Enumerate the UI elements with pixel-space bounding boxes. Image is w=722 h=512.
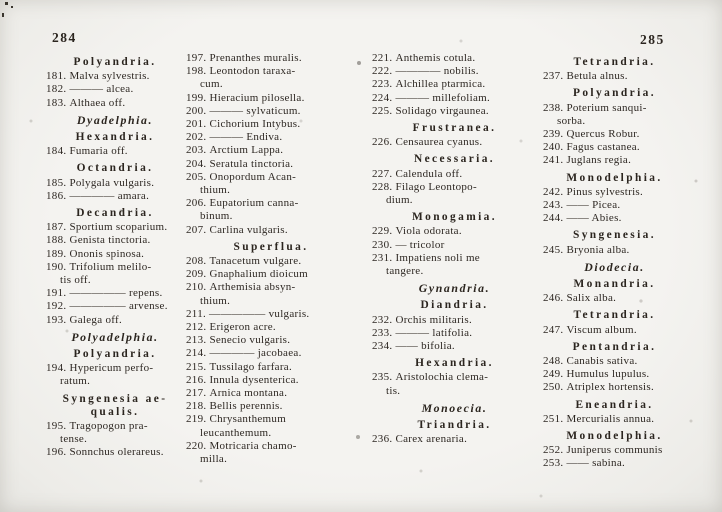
entry-number: 188. — [46, 234, 67, 247]
section-heading: Tetrandria. — [573, 309, 656, 322]
list-entry — [46, 314, 184, 327]
list-entry — [372, 52, 537, 65]
list-entry — [46, 234, 184, 247]
entry-number: 244. — [543, 212, 564, 225]
list-entry — [372, 252, 537, 278]
entry-number: 210. — [186, 281, 207, 294]
entry-text: Prenanthes muralis. — [209, 52, 302, 64]
list-entry — [46, 362, 184, 388]
entry-number: 197. — [186, 52, 207, 64]
entry-text: ————— arvense. — [69, 300, 168, 313]
entry-number: 251. — [543, 412, 564, 425]
entry-number: 194. — [46, 362, 67, 375]
entry-number: 183. — [46, 96, 67, 109]
entry-number: 199. — [186, 91, 207, 104]
entry-text: Carex arenaria. — [395, 433, 468, 446]
entry-text: Sonnchus olerareus. — [69, 446, 164, 459]
entry-text: Polygala vulgaris. — [69, 176, 155, 189]
page-number-right: 285 — [640, 32, 665, 47]
entry-number: 193. — [46, 313, 67, 326]
entry-number: 200. — [186, 104, 207, 117]
list-entry — [543, 292, 686, 305]
list-entry — [186, 224, 356, 237]
entry-number: 245. — [543, 243, 564, 256]
entry-text: Poterium sanqui- sorba. — [557, 101, 647, 127]
entry-number: 218. — [186, 400, 207, 413]
list-entry — [372, 314, 537, 327]
entry-text: Galega off. — [69, 313, 123, 326]
section-heading: Monodelphia. — [566, 171, 663, 184]
entry-text: Arthemisia absyn- thium. — [200, 281, 296, 307]
entry-number: 231. — [372, 251, 393, 264]
list-entry — [372, 65, 537, 78]
entry-text: Atriplex hortensis. — [566, 381, 655, 394]
entry-number: 191. — [46, 287, 67, 300]
entry-text: ————— vulgaris. — [209, 307, 310, 320]
list-entry — [372, 371, 537, 397]
entry-number: 234. — [372, 340, 393, 353]
list-entry — [543, 141, 686, 154]
entry-text: Anthemis cotula. — [395, 52, 476, 64]
entry-number: 246. — [543, 292, 564, 305]
section-heading: Polyandria. — [572, 87, 657, 100]
list-entry — [372, 136, 537, 149]
list-entry — [186, 440, 356, 466]
entry-number: 203. — [186, 144, 207, 157]
list-entry — [372, 239, 537, 252]
entry-number: 237. — [543, 70, 564, 83]
entry-text: Malva sylvestris. — [69, 70, 150, 83]
entry-text: Betula alnus. — [566, 70, 628, 83]
entry-text: ——— millefoliam. — [395, 91, 491, 104]
entry-number: 224. — [372, 91, 393, 104]
list-entry — [543, 444, 686, 457]
list-entry — [543, 102, 686, 128]
entry-text: Calendula off. — [395, 167, 463, 180]
entry-number: 250. — [543, 381, 564, 394]
entry-text: Eupatorium canna- binum. — [200, 197, 299, 223]
entry-text: Carlina vulgaris. — [209, 223, 288, 236]
entry-text: ———— jacobaea. — [209, 347, 302, 360]
entry-text: Salix alba. — [566, 292, 617, 305]
entry-number: 249. — [543, 368, 564, 381]
entry-text: ——— sylvaticum. — [209, 104, 301, 117]
entry-text: Aristolochia clema- tis. — [386, 371, 489, 397]
list-entry — [186, 158, 356, 171]
column-4 — [543, 52, 686, 471]
entry-number: 217. — [186, 387, 207, 400]
entry-number: 229. — [372, 225, 393, 238]
entry-text: Viscum album. — [566, 323, 637, 336]
list-entry — [186, 413, 356, 439]
entry-number: 223. — [372, 78, 393, 91]
entry-number: 252. — [543, 444, 564, 457]
entry-text: Motricaria chamo- milla. — [200, 439, 297, 466]
paper-speckles — [0, 0, 2, 2]
entry-text: Censaurea cyanus. — [395, 136, 483, 149]
entry-number: 226. — [372, 136, 393, 149]
entry-number: 216. — [186, 373, 207, 386]
list-entry — [186, 255, 356, 268]
list-entry — [46, 261, 184, 287]
list-entry — [543, 368, 686, 381]
entry-number: 233. — [372, 326, 393, 339]
section-heading: Necessaria. — [413, 153, 496, 166]
entry-number: 205. — [186, 170, 207, 183]
section-heading: Monogamia. — [411, 211, 498, 224]
list-entry — [543, 128, 686, 141]
section-heading: Syngenesia ae- qualis. — [62, 392, 168, 418]
entry-text: Fumaria off. — [69, 145, 128, 158]
list-entry — [46, 190, 184, 203]
section-heading: Triandria. — [417, 419, 492, 432]
entry-text: Viola odorata. — [395, 225, 462, 238]
list-entry — [543, 212, 686, 225]
entry-number: 187. — [46, 221, 67, 234]
list-entry — [186, 268, 356, 281]
list-entry — [46, 446, 184, 459]
list-entry — [186, 105, 356, 118]
entry-number: 189. — [46, 247, 67, 260]
section-heading: Dyadelphia. — [76, 112, 154, 127]
entry-text: Canabis sativa. — [566, 355, 638, 368]
list-entry — [186, 308, 356, 321]
entry-text: Quercus Robur. — [566, 128, 640, 141]
list-entry — [186, 374, 356, 387]
list-entry — [372, 340, 537, 353]
section-heading: Diodecia. — [584, 259, 645, 274]
entry-number: 206. — [186, 197, 207, 210]
list-entry — [186, 52, 356, 65]
section-heading: Superflua. — [233, 240, 309, 253]
entry-number: 196. — [46, 446, 67, 459]
list-entry — [186, 171, 356, 197]
entry-text: —— bifolia. — [395, 340, 455, 353]
entry-number: 198. — [186, 65, 207, 78]
entry-number: 208. — [186, 255, 207, 268]
entry-text: ——— Endiva. — [209, 131, 283, 144]
section-heading: Polyandria. — [73, 56, 157, 68]
entry-text: Alchillea ptarmica. — [395, 78, 486, 91]
list-entry — [186, 361, 356, 374]
entry-number: 204. — [186, 157, 207, 170]
list-entry — [372, 78, 537, 91]
entry-text: —— sabina. — [566, 457, 626, 470]
entry-text: —— Abies. — [566, 212, 622, 225]
list-entry — [543, 244, 686, 257]
entry-text: Ononis spinosa. — [69, 247, 145, 260]
list-entry — [372, 327, 537, 340]
list-entry — [543, 381, 686, 394]
entry-number: 211. — [186, 307, 207, 320]
entry-text: Pinus sylvestris. — [566, 185, 644, 198]
entry-number: 212. — [186, 321, 207, 334]
list-entry — [543, 154, 686, 167]
entry-number: 213. — [186, 334, 207, 347]
list-entry — [372, 92, 537, 105]
entry-text: Filago Leontopo- dium. — [386, 180, 477, 207]
entry-number: 182. — [46, 83, 67, 96]
entry-number: 222. — [372, 65, 393, 78]
entry-text: Seratula tinctoria. — [209, 157, 294, 170]
entry-text: Cichorium Intybus. — [209, 118, 301, 131]
page-number-left: 284 — [52, 30, 77, 45]
scan-artifact — [5, 2, 8, 5]
entry-text: Chrysanthemum leucanthemum. — [200, 413, 287, 439]
entry-text: Bellis perennis. — [209, 400, 283, 413]
list-entry — [46, 420, 184, 446]
entry-text: ——— latifolia. — [395, 326, 473, 339]
list-entry — [186, 334, 356, 347]
entry-number: 186. — [46, 189, 67, 202]
section-heading: Decandria. — [76, 207, 154, 220]
entry-number: 225. — [372, 104, 393, 117]
entry-text: Juglans regia. — [566, 154, 632, 167]
entry-number: 228. — [372, 180, 393, 193]
list-entry — [46, 145, 184, 158]
column-3 — [372, 52, 537, 446]
entry-text: —— Picea. — [566, 199, 621, 212]
entry-number: 214. — [186, 347, 207, 360]
entry-text: Gnaphalium dioicum — [209, 268, 309, 281]
list-entry — [186, 281, 356, 307]
entry-number: 202. — [186, 131, 207, 144]
entry-number: 184. — [46, 145, 67, 158]
list-entry — [543, 199, 686, 212]
section-heading: Hexandria. — [415, 357, 494, 370]
list-entry — [543, 457, 686, 470]
entry-text: Mercurialis annua. — [566, 412, 655, 425]
entry-text: Senecio vulgaris. — [209, 334, 291, 347]
entry-text: Onopordum Acan- thium. — [200, 170, 297, 197]
entry-text: Tussilago farfara. — [209, 360, 293, 373]
entry-number: 235. — [372, 371, 393, 384]
section-heading: Diandria. — [420, 299, 489, 312]
list-entry — [186, 197, 356, 223]
entry-text: Solidago virgaunea. — [395, 104, 489, 117]
list-entry — [186, 321, 356, 334]
entry-number: 181. — [46, 70, 67, 83]
column-2 — [186, 52, 356, 466]
list-entry — [372, 225, 537, 238]
entry-number: 242. — [543, 185, 564, 198]
list-entry — [46, 177, 184, 190]
list-entry — [372, 105, 537, 118]
section-heading: Frustranea. — [412, 122, 497, 135]
list-entry — [186, 92, 356, 105]
list-entry — [186, 400, 356, 413]
entry-number: 201. — [186, 118, 207, 131]
entry-text: Arctium Lappa. — [209, 144, 284, 157]
entry-number: 236. — [372, 433, 393, 446]
entry-text: Fagus castanea. — [566, 141, 640, 154]
entry-number: 243. — [543, 199, 564, 212]
entry-number: 241. — [543, 154, 564, 167]
entry-number: 230. — [372, 238, 393, 251]
list-entry — [186, 387, 356, 400]
list-entry — [372, 433, 537, 446]
section-heading: Octandria. — [76, 162, 154, 175]
list-entry — [46, 97, 184, 110]
list-entry — [543, 324, 686, 337]
entry-text: Trifolium melilo- tis off. — [60, 260, 152, 287]
entry-number: 220. — [186, 439, 207, 452]
list-entry — [372, 181, 537, 207]
section-heading: Syngenesia. — [572, 229, 657, 242]
entry-text: — tricolor — [395, 238, 445, 251]
entry-text: Genista tinctoria. — [69, 234, 151, 247]
entry-number: 209. — [186, 268, 207, 281]
section-heading: Monoecia. — [421, 400, 488, 415]
entry-text: Tragopogon pra- tense. — [60, 420, 148, 446]
list-entry — [186, 65, 356, 91]
entry-text: ————— repens. — [69, 287, 163, 300]
section-heading: Polyandria. — [73, 348, 157, 361]
list-entry — [543, 70, 686, 83]
entry-text: ——— alcea. — [69, 83, 134, 96]
entry-number: 227. — [372, 167, 393, 180]
entry-text: Bryonia alba. — [566, 243, 630, 256]
entry-number: 185. — [46, 176, 67, 189]
entry-number: 248. — [543, 355, 564, 368]
entry-text: ———— amara. — [69, 189, 150, 202]
list-entry — [543, 186, 686, 199]
section-heading: Gynandria. — [418, 281, 491, 296]
scan-artifact — [2, 13, 4, 17]
list-entry — [543, 413, 686, 426]
list-entry — [372, 168, 537, 181]
scan-artifact — [11, 6, 13, 8]
column-1 — [46, 52, 184, 460]
list-entry — [186, 144, 356, 157]
section-heading: Eneandria. — [575, 398, 654, 411]
section-heading: Tetrandria. — [573, 56, 656, 68]
list-entry — [46, 221, 184, 234]
list-entry — [46, 83, 184, 96]
entry-number: 215. — [186, 360, 207, 373]
entry-number: 240. — [543, 141, 564, 154]
list-entry — [46, 248, 184, 261]
entry-number: 195. — [46, 420, 67, 433]
entry-text: Tanacetum vulgare. — [209, 255, 302, 268]
list-entry — [543, 355, 686, 368]
entry-text: Hypericum perfo- ratum. — [60, 362, 154, 388]
entry-number: 239. — [543, 128, 564, 141]
list-entry — [46, 300, 184, 313]
entry-number: 219. — [186, 413, 207, 426]
entry-text: Hieracium pilosella. — [209, 91, 305, 104]
section-heading: Monandria. — [573, 278, 656, 291]
entry-text: Leontodon taraxa- cum. — [200, 65, 296, 91]
entry-number: 207. — [186, 223, 207, 236]
entry-text: Humulus lupulus. — [566, 368, 650, 381]
entry-number: 190. — [46, 260, 67, 273]
list-entry — [46, 70, 184, 83]
entry-number: 238. — [543, 101, 564, 114]
entry-text: ———— nobilis. — [395, 65, 479, 78]
entry-text: Orchis militaris. — [395, 313, 473, 326]
section-heading: Hexandria. — [75, 131, 155, 144]
list-entry — [46, 287, 184, 300]
entry-text: Sportium scoparium. — [69, 221, 168, 234]
section-heading: Polyadelphia. — [71, 329, 159, 344]
entry-number: 221. — [372, 52, 393, 64]
entry-number: 247. — [543, 323, 564, 336]
list-entry — [186, 131, 356, 144]
entry-number: 232. — [372, 313, 393, 326]
section-heading: Pentandria. — [572, 340, 657, 353]
entry-text: Althaea off. — [69, 96, 126, 109]
entry-text: Erigeron acre. — [209, 321, 276, 334]
section-heading: Monodelphia. — [566, 430, 663, 443]
entry-text: Impatiens noli me tangere. — [386, 251, 480, 278]
entry-text: Arnica montana. — [209, 387, 288, 400]
entry-number: 253. — [543, 457, 564, 470]
entry-text: Innula dysenterica. — [209, 373, 299, 386]
entry-number: 192. — [46, 300, 67, 313]
list-entry — [186, 347, 356, 360]
list-entry — [186, 118, 356, 131]
entry-text: Juniperus communis — [566, 444, 663, 457]
